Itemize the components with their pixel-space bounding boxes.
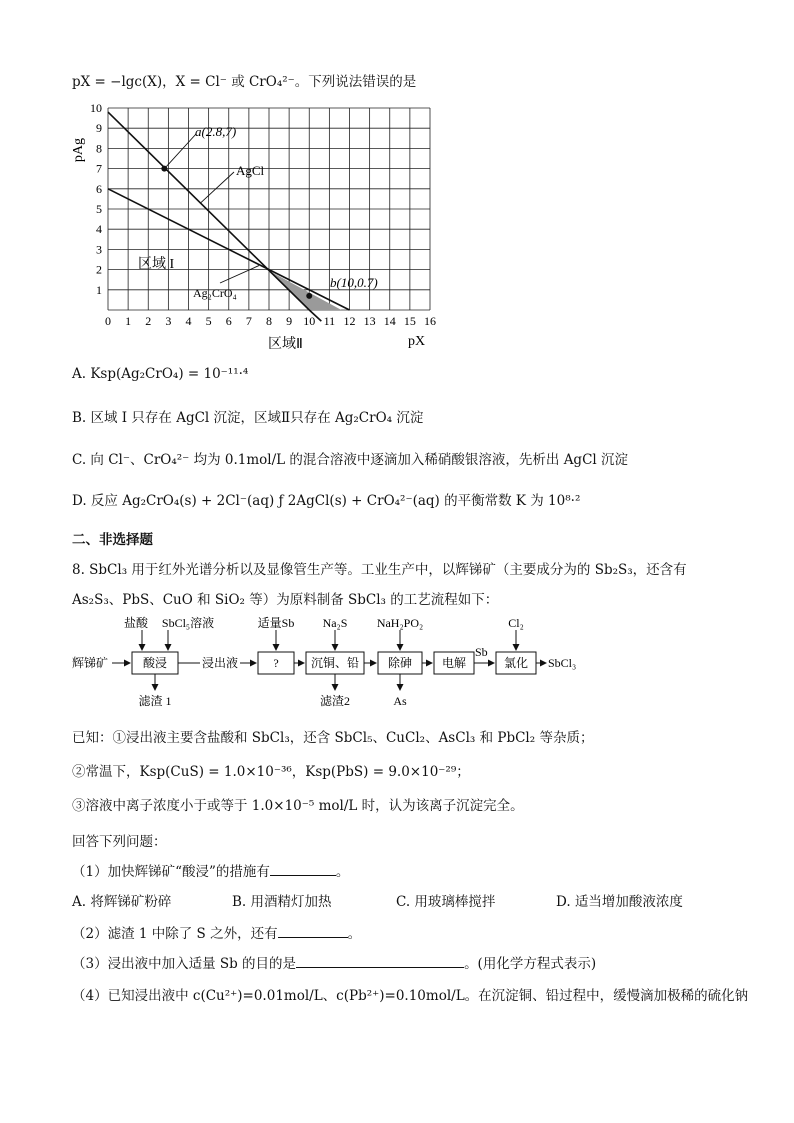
question-1-end: 。 [335, 864, 350, 880]
y-tick-label: 2 [96, 262, 102, 277]
y-tick-label: 9 [96, 121, 102, 136]
ag2cro4-line-label: Ag₂CrO₄ [193, 286, 237, 300]
input-nah2po2: NaH₂PO₂ [376, 616, 424, 630]
y-tick-label: 10 [90, 101, 102, 115]
input-na2s: Na₂S [322, 616, 348, 630]
solubility-chart [70, 100, 470, 360]
box-precipitate-cu-pb-label: 沉铜、铅 [310, 656, 360, 670]
x-tick-label: 0 [105, 314, 111, 328]
x-tick-label: 1 [125, 314, 132, 328]
x-tick-label: 2 [145, 314, 152, 328]
option-c: C. 向 Cl⁻、CrO₄²⁻ 均为 0.1mol/L 的混合溶液中逐滴加入稀硝酸银溶液，先析出 AgCl 沉淀 [72, 452, 629, 468]
x-tick-label: 8 [266, 314, 272, 328]
x-tick-label: 9 [286, 314, 293, 328]
x-tick-label: 6 [225, 314, 232, 328]
y-tick-label: 3 [96, 242, 102, 257]
leader-point-a [166, 134, 196, 167]
q8-line-2: As₂S₃、PbS、CuO 和 SiO₂ 等）为原料制备 SbCl₃ 的工艺流程如下： [72, 592, 499, 608]
input-sbcl5: SbCl₅溶液 [161, 616, 215, 630]
box-unknown-label: ? [273, 656, 279, 670]
x-tick-label: 12 [343, 314, 356, 328]
data-point-b [306, 293, 312, 299]
question-2 [72, 922, 361, 942]
y-tick-label: 1 [96, 282, 102, 297]
y-tick-label: 4 [96, 222, 102, 237]
answer-prompt: 回答下列问题： [72, 834, 167, 850]
question-3-end: 。(用化学方程式表示) [464, 956, 597, 972]
x-tick-label: 16 [424, 314, 436, 328]
x-tick-label: 4 [185, 314, 192, 328]
y-tick-label: 6 [96, 181, 102, 196]
intro-line: pX = −lgc(X)，X = Cl⁻ 或 CrO₄²⁻。下列说法错误的是 [72, 74, 417, 90]
question-2-end: 。 [347, 926, 362, 942]
x-axis-label: pX [408, 334, 426, 349]
question-2-text: （2）滤渣 1 中除了 S 之外，还有 [72, 926, 278, 942]
output-as: As [393, 694, 407, 708]
product-label: SbCl₃ [548, 656, 577, 670]
region-1-label: 区域 I [138, 257, 175, 272]
q1-option-c: C. 用玻璃棒搅拌 [396, 894, 496, 910]
x-tick-label: 14 [383, 314, 396, 328]
input-sb: 适量Sb [257, 616, 295, 630]
point-b-label: b(10,0.7) [330, 275, 378, 290]
region-2-label: 区域Ⅱ [268, 337, 303, 352]
output-residue-2: 滤渣2 [319, 694, 351, 708]
sb-arrow-label: Sb [475, 645, 488, 659]
x-tick-label: 3 [165, 314, 172, 328]
box-electrolysis-label: 电解 [441, 656, 467, 670]
answer-blank-1[interactable] [270, 863, 336, 876]
q1-option-a: A. 将辉锑矿粉碎 [72, 894, 172, 910]
agcl-line-label: AgCl [236, 163, 265, 178]
x-tick-label: 5 [205, 314, 212, 328]
q1-option-d: D. 适当增加酸液浓度 [556, 894, 683, 910]
question-1-options [72, 890, 683, 910]
box-acid-leach-label: 酸浸 [142, 656, 168, 670]
option-d: D. 反应 Ag₂CrO₄(s) + 2Cl⁻(aq) ƒ 2AgCl(s) + CrO₄²⁻(aq) 的平衡常数 K 为 10⁸·² [72, 493, 581, 509]
x-tick-label: 11 [323, 314, 336, 328]
y-tick-label: 8 [96, 141, 102, 156]
input-hcl: 盐酸 [123, 616, 149, 630]
point-a-label: a(2.8,7) [195, 124, 237, 139]
flow-start-label: 辉锑矿 [72, 656, 109, 670]
leader-ag2cro4 [220, 266, 259, 283]
known-2: ②常温下，Ksp(CuS) = 1.0×10⁻³⁶，Ksp(PbS) = 9.0×10⁻²⁹； [72, 764, 470, 780]
leachate-label: 浸出液 [202, 656, 239, 670]
known-3: ③溶液中离子浓度小于或等于 1.0×10⁻⁵ mol/L 时，认为该离子沉淀完全。 [72, 798, 524, 814]
question-1-text: （1）加快辉锑矿“酸浸”的措施有 [72, 864, 270, 880]
output-residue-1: 滤渣 1 [138, 694, 172, 708]
y-axis-label: pAg [71, 137, 86, 163]
box-remove-arsenic-label: 除砷 [387, 656, 413, 670]
question-4: （4）已知浸出液中 c(Cu²⁺)=0.01mol/L、c(Pb²⁺)=0.10mol/L。在沉淀铜、铅过程中，缓慢滴加极稀的硫化钠 [72, 988, 749, 1004]
chart-grid [108, 108, 430, 310]
question-3 [72, 952, 596, 972]
y-tick-label: 5 [96, 202, 102, 216]
x-tick-label: 13 [363, 314, 376, 328]
question-3-text: （3）浸出液中加入适量 Sb 的目的是 [72, 956, 297, 972]
x-tick-label: 7 [245, 314, 252, 328]
question-1 [72, 860, 349, 880]
option-a: A. Ksp(Ag₂CrO₄) = 10⁻¹¹·⁴ [72, 366, 249, 382]
chart-ticks [90, 101, 436, 328]
answer-blank-3[interactable] [296, 955, 464, 968]
section-2-heading: 二、非选择题 [72, 532, 153, 548]
process-flow-diagram [70, 612, 590, 712]
answer-blank-2[interactable] [278, 925, 348, 938]
x-tick-label: 15 [403, 314, 416, 328]
known-1: 已知：①浸出液主要含盐酸和 SbCl₃，还含 SbCl₅、CuCl₂、AsCl₃ 和 PbCl₂ 等杂质； [72, 730, 594, 746]
q8-line-1: 8. SbCl₃ 用于红外光谱分析以及显像管生产等。工业生产中，以辉锑矿（主要成分为的 Sb₂S₃，还含有 [72, 562, 687, 578]
input-cl2: Cl₂ [508, 616, 524, 630]
x-tick-label: 10 [303, 314, 316, 328]
y-tick-label: 7 [96, 161, 102, 176]
box-chlorination-label: 氯化 [503, 656, 529, 670]
option-b: B. 区域 I 只存在 AgCl 沉淀，区域Ⅱ只存在 Ag₂CrO₄ 沉淀 [72, 410, 424, 426]
q1-option-b: B. 用酒精灯加热 [232, 894, 332, 910]
